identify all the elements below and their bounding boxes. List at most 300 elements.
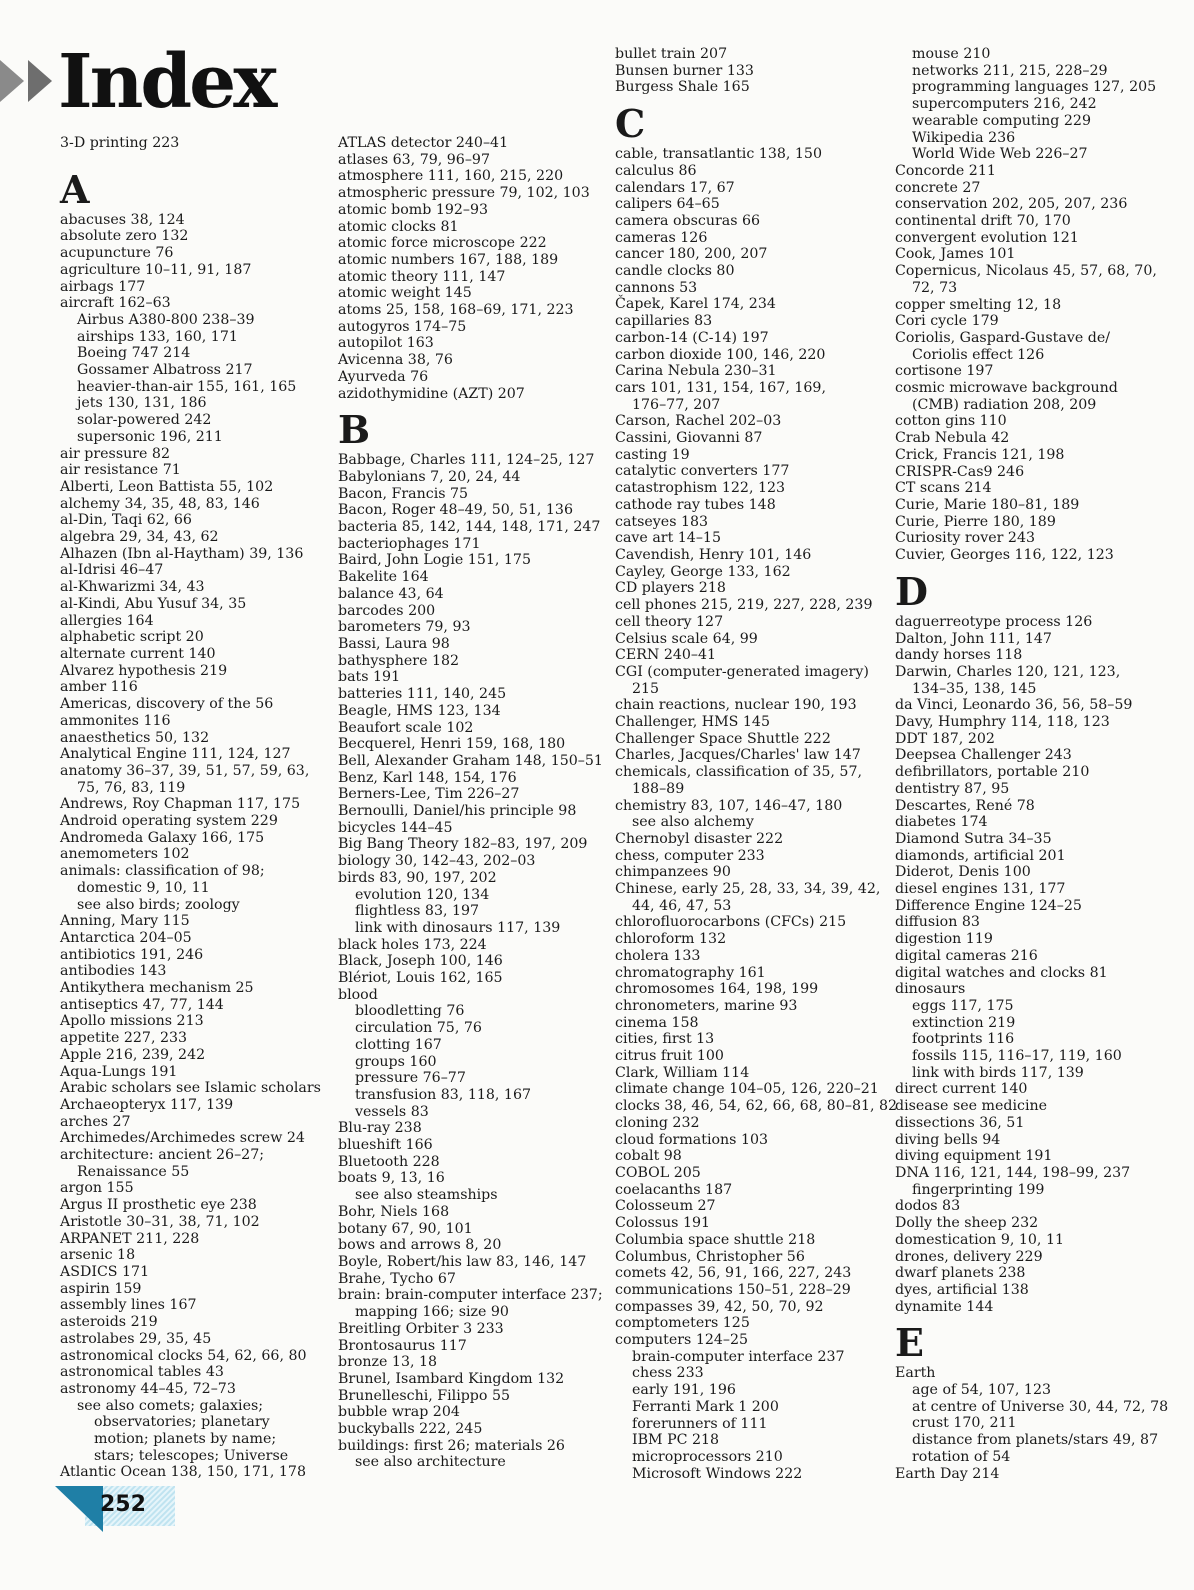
index-entry: chemistry 83, 107, 146–47, 180: [615, 797, 843, 814]
index-entry: Columbia space shuttle 218: [615, 1231, 816, 1248]
index-subentry: domestic 9, 10, 11: [77, 879, 210, 896]
index-entry: capillaries 83: [615, 313, 713, 330]
index-entry: Benz, Karl 148, 154, 176: [338, 769, 517, 786]
index-entry: copper smelting 12, 18: [895, 296, 1062, 313]
index-entry: Atlantic Ocean 138, 150, 171, 178: [60, 1464, 306, 1481]
index-subentry: rotation of 54: [912, 1448, 1011, 1465]
index-entry: digital cameras 216: [895, 947, 1038, 964]
index-subentry: solar-powered 242: [77, 412, 212, 429]
index-entry: climate change 104–05, 126, 220–21: [615, 1081, 879, 1098]
index-entry: animals: classification of 98;: [60, 863, 265, 880]
index-entry: Apple 216, 239, 242: [60, 1046, 206, 1063]
index-entry: batteries 111, 140, 245: [338, 686, 507, 703]
index-entry: comets 42, 56, 91, 166, 227, 243: [615, 1265, 852, 1282]
index-subentry: fossils 115, 116–17, 119, 160: [912, 1048, 1122, 1065]
index-subentry: vessels 83: [355, 1103, 429, 1120]
index-subentry: 215: [632, 680, 660, 697]
index-entry: concrete 27: [895, 179, 981, 196]
index-entry: Crab Nebula 42: [895, 430, 1010, 447]
index-entry: atomic weight 145: [338, 285, 472, 302]
index-entry: chain reactions, nuclear 190, 193: [615, 697, 857, 714]
index-entry: antibiotics 191, 246: [60, 946, 204, 963]
index-entry: catalytic converters 177: [615, 463, 790, 480]
index-entry: Curie, Marie 180–81, 189: [895, 496, 1080, 513]
index-entry: birds 83, 90, 197, 202: [338, 869, 497, 886]
index-entry: chemicals, classification of 35, 57,: [615, 764, 862, 781]
index-entry: Bernoulli, Daniel/his principle 98: [338, 803, 577, 820]
index-entry: bathysphere 182: [338, 652, 460, 669]
index-entry: atomic theory 111, 147: [338, 268, 506, 285]
index-subentry: age of 54, 107, 123: [912, 1382, 1052, 1399]
index-entry: Brahe, Tycho 67: [338, 1270, 456, 1287]
index-entry: arsenic 18: [60, 1247, 136, 1264]
index-entry: Bunsen burner 133: [615, 62, 754, 79]
index-entry: Chernobyl disaster 222: [615, 830, 784, 847]
index-entry: anemometers 102: [60, 846, 190, 863]
index-subentry: Renaissance 55: [77, 1163, 190, 1180]
index-entry: Beaufort scale 102: [338, 719, 474, 736]
index-entry: Archimedes/Archimedes screw 24: [60, 1130, 305, 1147]
index-entry: Avicenna 38, 76: [338, 352, 453, 369]
index-subentry: World Wide Web 226–27: [912, 146, 1088, 163]
index-entry: argon 155: [60, 1180, 134, 1197]
index-entry: DDT 187, 202: [895, 730, 995, 747]
index-entry: Bohr, Niels 168: [338, 1203, 450, 1220]
index-entry: Bell, Alexander Graham 148, 150–51: [338, 752, 603, 769]
index-entry: disease see medicine: [895, 1098, 1048, 1115]
section-letter: D: [895, 568, 928, 614]
index-entry: Babbage, Charles 111, 124–25, 127: [338, 452, 595, 469]
index-entry: chimpanzees 90: [615, 864, 731, 881]
index-subentry: forerunners of 111: [632, 1415, 768, 1432]
index-entry: da Vinci, Leonardo 36, 56, 58–59: [895, 697, 1133, 714]
index-entry: airbags 177: [60, 278, 146, 295]
index-entry: Descartes, René 78: [895, 797, 1035, 814]
index-entry: Deepsea Challenger 243: [895, 747, 1072, 764]
index-entry: Čapek, Karel 174, 234: [615, 296, 776, 313]
index-entry: Bacon, Francis 75: [338, 485, 469, 502]
index-subentry: Gossamer Albatross 217: [77, 362, 253, 379]
index-entry: arches 27: [60, 1113, 131, 1130]
index-entry: cathode ray tubes 148: [615, 496, 776, 513]
index-entry: cinema 158: [615, 1014, 699, 1031]
index-entry: botany 67, 90, 101: [338, 1220, 473, 1237]
index-entry: appetite 227, 233: [60, 1030, 188, 1047]
index-entry: Babylonians 7, 20, 24, 44: [338, 468, 521, 485]
index-entry: Alhazen (Ibn al-Haytham) 39, 136: [60, 545, 304, 562]
index-subentry: see also architecture: [355, 1454, 506, 1471]
index-subentry: Airbus A380-800 238–39: [77, 311, 255, 328]
index-entry: buckyballs 222, 245: [338, 1421, 483, 1438]
index-entry: chronometers, marine 93: [615, 997, 798, 1014]
index-entry: diabetes 174: [895, 814, 988, 831]
index-entry: Blu-ray 238: [338, 1120, 422, 1137]
index-entry: Berners-Lee, Tim 226–27: [338, 786, 520, 803]
index-entry: drones, delivery 229: [895, 1248, 1043, 1265]
index-subentry: 176–77, 207: [632, 396, 721, 413]
index-entry: agriculture 10–11, 91, 187: [60, 261, 252, 278]
index-entry: carbon-14 (C-14) 197: [615, 329, 769, 346]
index-entry: diesel engines 131, 177: [895, 881, 1066, 898]
index-entry: bacteriophages 171: [338, 535, 481, 552]
index-entry: cell theory 127: [615, 613, 724, 630]
index-column-4: [895, 46, 1168, 1482]
index-subentry: Boeing 747 214: [77, 345, 191, 362]
index-entry: Diderot, Denis 100: [895, 864, 1031, 881]
index-subentry: Microsoft Windows 222: [632, 1465, 803, 1482]
index-entry: Aqua-Lungs 191: [60, 1063, 178, 1080]
index-entry: black holes 173, 224: [338, 936, 487, 953]
index-entry: cannons 53: [615, 279, 698, 296]
index-entry: Bluetooth 228: [338, 1153, 440, 1170]
index-subentry: see also steamships: [355, 1187, 498, 1204]
index-entry: communications 150–51, 228–29: [615, 1281, 851, 1298]
index-entry: Bassi, Laura 98: [338, 635, 450, 652]
index-subentry: Coriolis effect 126: [912, 346, 1045, 363]
index-entry: allergies 164: [60, 612, 154, 629]
index-entry: dyes, artificial 138: [895, 1281, 1029, 1298]
index-subentry: see also comets; galaxies;: [77, 1397, 264, 1414]
index-entry: astronomical tables 43: [60, 1364, 224, 1381]
index-subentry: stars; telescopes; Universe: [94, 1447, 289, 1464]
index-entry: al-Kindi, Abu Yusuf 34, 35: [60, 595, 247, 612]
index-entry: Big Bang Theory 182–83, 197, 209: [338, 836, 588, 853]
index-entry: cortisone 197: [895, 363, 994, 380]
index-subentry: observatories; planetary: [94, 1414, 270, 1431]
index-entry: cave art 14–15: [615, 530, 721, 547]
index-entry: Beagle, HMS 123, 134: [338, 702, 501, 719]
index-entry: biology 30, 142–43, 202–03: [338, 853, 536, 870]
index-entry: carbon dioxide 100, 146, 220: [615, 346, 826, 363]
index-entry: CGI (computer-generated imagery): [615, 663, 869, 680]
index-entry: continental drift 70, 170: [895, 213, 1071, 230]
index-entry: cities, first 13: [615, 1031, 715, 1048]
index-entry: catastrophism 122, 123: [615, 480, 786, 497]
index-entry: Celsius scale 64, 99: [615, 630, 758, 647]
index-entry: dissections 36, 51: [895, 1114, 1025, 1131]
index-entry: bacteria 85, 142, 144, 148, 171, 247: [338, 519, 601, 536]
index-entry: boats 9, 13, 16: [338, 1170, 445, 1187]
index-entry: blueshift 166: [338, 1137, 433, 1154]
index-subentry: programming languages 127, 205: [912, 79, 1157, 96]
index-subentry: early 191, 196: [632, 1382, 736, 1399]
index-subentry: pressure 76–77: [355, 1070, 466, 1087]
index-entry: Alberti, Leon Battista 55, 102: [60, 478, 274, 495]
index-entry: bats 191: [338, 669, 401, 686]
index-entry: buildings: first 26; materials 26: [338, 1437, 565, 1454]
index-entry: Challenger Space Shuttle 222: [615, 730, 831, 747]
index-subentry: 44, 46, 47, 53: [632, 897, 732, 914]
index-entry: Becquerel, Henri 159, 168, 180: [338, 736, 566, 753]
index-entry: al-Din, Taqi 62, 66: [60, 512, 192, 529]
index-entry: Brunelleschi, Filippo 55: [338, 1387, 510, 1404]
index-entry: casting 19: [615, 446, 690, 463]
index-entry: Bakelite 164: [338, 569, 429, 586]
index-entry: abacuses 38, 124: [60, 211, 185, 228]
index-entry: al-Khwarizmi 34, 43: [60, 579, 205, 596]
index-entry: Colosseum 27: [615, 1198, 716, 1215]
index-subentry: see also alchemy: [632, 814, 754, 831]
index-entry: diamonds, artificial 201: [895, 847, 1066, 864]
index-entry: autogyros 174–75: [338, 318, 467, 335]
index-entry: Difference Engine 124–25: [895, 897, 1082, 914]
index-entry: Davy, Humphry 114, 118, 123: [895, 714, 1110, 731]
index-subentry: link with dinosaurs 117, 139: [355, 919, 561, 936]
index-entry: comptometers 125: [615, 1315, 750, 1332]
index-entry: Cuvier, Georges 116, 122, 123: [895, 547, 1114, 564]
index-entry: al-Idrisi 46–47: [60, 562, 164, 579]
index-subentry: distance from planets/stars 49, 87: [912, 1432, 1159, 1449]
index-entry: Anning, Mary 115: [60, 913, 190, 930]
index-entry: Argus II prosthetic eye 238: [60, 1197, 257, 1214]
index-entry: bullet train 207: [615, 46, 728, 62]
index-entry: dodos 83: [895, 1198, 961, 1215]
index-entry: digestion 119: [895, 931, 993, 948]
page-header: [0, 38, 330, 128]
index-entry: absolute zero 132: [60, 228, 189, 245]
index-entry: cotton gins 110: [895, 413, 1007, 430]
index-entry: diving bells 94: [895, 1131, 1001, 1148]
index-entry: Antarctica 204–05: [60, 929, 192, 946]
index-entry: Arabic scholars see Islamic scholars: [60, 1080, 321, 1097]
index-subentry: Ferranti Mark 1 200: [632, 1398, 779, 1415]
index-entry: Earth Day 214: [895, 1465, 1000, 1482]
index-entry: barcodes 200: [338, 602, 436, 619]
index-column-3: [615, 46, 897, 1482]
index-entry: chromosomes 164, 198, 199: [615, 981, 819, 998]
index-entry: architecture: ancient 26–27;: [60, 1147, 265, 1164]
index-entry: citrus fruit 100: [615, 1048, 724, 1065]
index-entry: domestication 9, 10, 11: [895, 1231, 1064, 1248]
index-column-1: [60, 135, 321, 1481]
index-entry: balance 43, 64: [338, 585, 444, 602]
index-entry: Cavendish, Henry 101, 146: [615, 546, 812, 563]
index-subentry: supersonic 196, 211: [77, 428, 223, 445]
index-entry: brain: brain-computer interface 237;: [338, 1287, 603, 1304]
index-entry: bubble wrap 204: [338, 1404, 460, 1421]
index-entry: bows and arrows 8, 20: [338, 1237, 502, 1254]
index-entry: air pressure 82: [60, 445, 170, 462]
index-subentry: airships 133, 160, 171: [77, 328, 238, 345]
index-subentry: heavier-than-air 155, 161, 165: [77, 378, 297, 395]
index-entry: Ayurveda 76: [338, 368, 429, 385]
page-title: Index: [58, 39, 275, 125]
index-entry: Boyle, Robert/his law 83, 146, 147: [338, 1254, 587, 1270]
double-arrow-icon: [0, 56, 58, 106]
index-entry: Colossus 191: [615, 1215, 711, 1232]
index-entry: Americas, discovery of the 56: [60, 696, 274, 713]
index-entry: calendars 17, 67: [615, 179, 735, 196]
index-entry: astronomical clocks 54, 62, 66, 80: [60, 1347, 307, 1364]
index-entry: algebra 29, 34, 43, 62: [60, 529, 219, 546]
index-subentry: link with birds 117, 139: [912, 1064, 1084, 1081]
index-subentry: at centre of Universe 30, 44, 72, 78: [912, 1398, 1169, 1415]
index-entry: Columbus, Christopher 56: [615, 1248, 805, 1265]
index-entry: Apollo missions 213: [60, 1013, 204, 1030]
index-subentry: 134–35, 138, 145: [912, 680, 1037, 697]
index-entry: astronomy 44–45, 72–73: [60, 1380, 236, 1397]
index-subentry: chess 233: [632, 1365, 704, 1382]
index-entry: Dolly the sheep 232: [895, 1215, 1039, 1232]
page-number: 252: [100, 1492, 146, 1517]
index-entry: Clark, William 114: [615, 1064, 750, 1081]
index-entry: cosmic microwave background: [895, 380, 1118, 397]
index-entry: Burgess Shale 165: [615, 79, 750, 96]
index-entry: Cori cycle 179: [895, 313, 999, 330]
index-entry: Dalton, John 111, 147: [895, 630, 1052, 647]
index-entry: antiseptics 47, 77, 144: [60, 996, 224, 1013]
index-entry: calculus 86: [615, 162, 697, 179]
index-entry: CERN 240–41: [615, 647, 717, 664]
index-subentry: extinction 219: [912, 1014, 1016, 1031]
index-column-2: [338, 135, 603, 1471]
index-entry: cobalt 98: [615, 1148, 682, 1165]
index-entry: cameras 126: [615, 229, 708, 246]
index-entry: asteroids 219: [60, 1314, 158, 1331]
index-entry: computers 124–25: [615, 1332, 749, 1349]
section-letter: B: [338, 407, 371, 453]
index-entry: cars 101, 131, 154, 167, 169,: [615, 379, 826, 396]
index-entry: alphabetic script 20: [60, 629, 204, 646]
index-entry: Copernicus, Nicolaus 45, 57, 68, 70,: [895, 263, 1157, 280]
index-entry: Brunel, Isambard Kingdom 132: [338, 1370, 565, 1387]
index-subentry: crust 170, 211: [912, 1415, 1017, 1432]
index-entry: dandy horses 118: [895, 647, 1023, 664]
index-subentry: microprocessors 210: [632, 1448, 783, 1465]
index-subentry: supercomputers 216, 242: [912, 96, 1097, 113]
index-entry: air resistance 71: [60, 462, 181, 479]
index-entry: cell phones 215, 219, 227, 228, 239: [615, 597, 873, 614]
index-subentry: (CMB) radiation 208, 209: [912, 396, 1097, 413]
index-entry: Baird, John Logie 151, 175: [338, 552, 531, 569]
index-entry: Challenger, HMS 145: [615, 714, 770, 731]
index-entry: Alvarez hypothesis 219: [60, 662, 228, 679]
index-entry: camera obscuras 66: [615, 212, 761, 229]
index-entry: aspirin 159: [60, 1280, 142, 1297]
section-letter: C: [615, 101, 646, 147]
index-entry: alchemy 34, 35, 48, 83, 146: [60, 495, 260, 512]
index-entry: ASDICS 171: [60, 1264, 150, 1280]
index-entry: dynamite 144: [895, 1298, 994, 1315]
index-entry: chlorofluorocarbons (CFCs) 215: [615, 914, 847, 931]
index-subentry: fingerprinting 199: [912, 1181, 1045, 1198]
index-entry: digital watches and clocks 81: [895, 964, 1108, 981]
index-entry: coelacanths 187: [615, 1181, 733, 1198]
index-entry: direct current 140: [895, 1081, 1028, 1098]
index-entry: Aristotle 30–31, 38, 71, 102: [60, 1213, 260, 1230]
section-letter: A: [60, 166, 90, 212]
index-entry: cholera 133: [615, 947, 701, 964]
index-entry: cable, transatlantic 138, 150: [615, 146, 822, 163]
index-entry: Curie, Pierre 180, 189: [895, 513, 1056, 530]
index-entry: Android operating system 229: [60, 813, 278, 830]
index-entry: Black, Joseph 100, 146: [338, 953, 503, 970]
index-entry: Crick, Francis 121, 198: [895, 446, 1065, 463]
index-entry: Charles, Jacques/Charles' law 147: [615, 747, 861, 764]
index-entry: CD players 218: [615, 580, 726, 597]
index-entry: defibrillators, portable 210: [895, 764, 1090, 781]
index-subentry: mouse 210: [912, 46, 991, 62]
index-entry: amber 116: [60, 679, 138, 696]
index-entry: DNA 116, 121, 144, 198–99, 237: [895, 1165, 1131, 1181]
index-entry: CT scans 214: [895, 480, 992, 497]
index-entry: cloning 232: [615, 1114, 700, 1131]
index-entry: ARPANET 211, 228: [60, 1230, 200, 1247]
index-subentry: 75, 76, 83, 119: [77, 779, 186, 796]
index-entry: conservation 202, 205, 207, 236: [895, 196, 1128, 213]
index-subentry: footprints 116: [912, 1031, 1015, 1048]
index-entry: blood: [338, 986, 378, 1003]
index-entry: atmospheric pressure 79, 102, 103: [338, 185, 590, 202]
index-entry: calipers 64–65: [615, 196, 720, 213]
index-entry: Analytical Engine 111, 124, 127: [60, 746, 291, 763]
index-entry: clocks 38, 46, 54, 62, 66, 68, 80–81, 82: [615, 1098, 898, 1115]
index-entry: aircraft 162–63: [60, 295, 171, 312]
index-entry: bronze 13, 18: [338, 1354, 438, 1371]
index-subentry: 188–89: [632, 780, 685, 797]
index-entry: ammonites 116: [60, 712, 171, 729]
index-subentry: wearable computing 229: [912, 112, 1091, 129]
index-entry: diving equipment 191: [895, 1148, 1053, 1165]
index-subentry: circulation 75, 76: [355, 1020, 482, 1037]
index-entry: Cassini, Giovanni 87: [615, 430, 763, 447]
index-entry: ATLAS detector 240–41: [338, 135, 509, 151]
index-entry: Andromeda Galaxy 166, 175: [60, 829, 265, 846]
index-entry: Archaeopteryx 117, 139: [60, 1096, 234, 1113]
index-subentry: mapping 166; size 90: [355, 1304, 509, 1321]
index-entry: acupuncture 76: [60, 245, 174, 262]
index-entry: dwarf planets 238: [895, 1265, 1026, 1282]
index-entry: atomic force microscope 222: [338, 235, 547, 252]
index-entry: atomic bomb 192–93: [338, 201, 489, 218]
index-subentry: eggs 117, 175: [912, 997, 1014, 1014]
index-entry: diffusion 83: [895, 914, 980, 931]
index-entry: antibodies 143: [60, 963, 167, 980]
index-entry: barometers 79, 93: [338, 619, 471, 636]
section-letter: E: [895, 1320, 924, 1366]
index-entry: Carina Nebula 230–31: [615, 363, 777, 380]
index-entry: convergent evolution 121: [895, 229, 1079, 246]
index-entry: Breitling Orbiter 3 233: [338, 1320, 504, 1337]
index-entry: dentistry 87, 95: [895, 780, 1010, 797]
index-entry: Cayley, George 133, 162: [615, 563, 791, 580]
index-entry: Coriolis, Gaspard-Gustave de/: [895, 329, 1110, 346]
index-subentry: networks 211, 215, 228–29: [912, 62, 1108, 79]
index-entry: chloroform 132: [615, 931, 727, 948]
index-subentry: Wikipedia 236: [912, 129, 1016, 146]
index-entry: Antikythera mechanism 25: [60, 980, 254, 997]
index-entry: atlases 63, 79, 96–97: [338, 151, 490, 168]
index-entry: Carson, Rachel 202–03: [615, 413, 782, 430]
index-subentry: brain-computer interface 237: [632, 1348, 845, 1365]
spacer: [60, 152, 321, 162]
index-subentry: jets 130, 131, 186: [77, 395, 207, 412]
index-entry: cancer 180, 200, 207: [615, 246, 768, 263]
index-entry: autopilot 163: [338, 335, 434, 352]
index-entry: atoms 25, 158, 168–69, 171, 223: [338, 302, 574, 319]
index-subentry: motion; planets by name;: [94, 1431, 277, 1448]
index-entry: dinosaurs: [895, 981, 966, 998]
index-entry: Concorde 211: [895, 162, 996, 179]
index-entry: astrolabes 29, 35, 45: [60, 1330, 212, 1347]
index-entry: chess, computer 233: [615, 847, 765, 864]
index-entry: candle clocks 80: [615, 263, 735, 280]
index-entry: COBOL 205: [615, 1165, 701, 1181]
index-entry: atomic numbers 167, 188, 189: [338, 251, 559, 268]
index-entry: alternate current 140: [60, 645, 216, 662]
index-subentry: bloodletting 76: [355, 1003, 465, 1020]
index-entry: Earth: [895, 1365, 936, 1382]
